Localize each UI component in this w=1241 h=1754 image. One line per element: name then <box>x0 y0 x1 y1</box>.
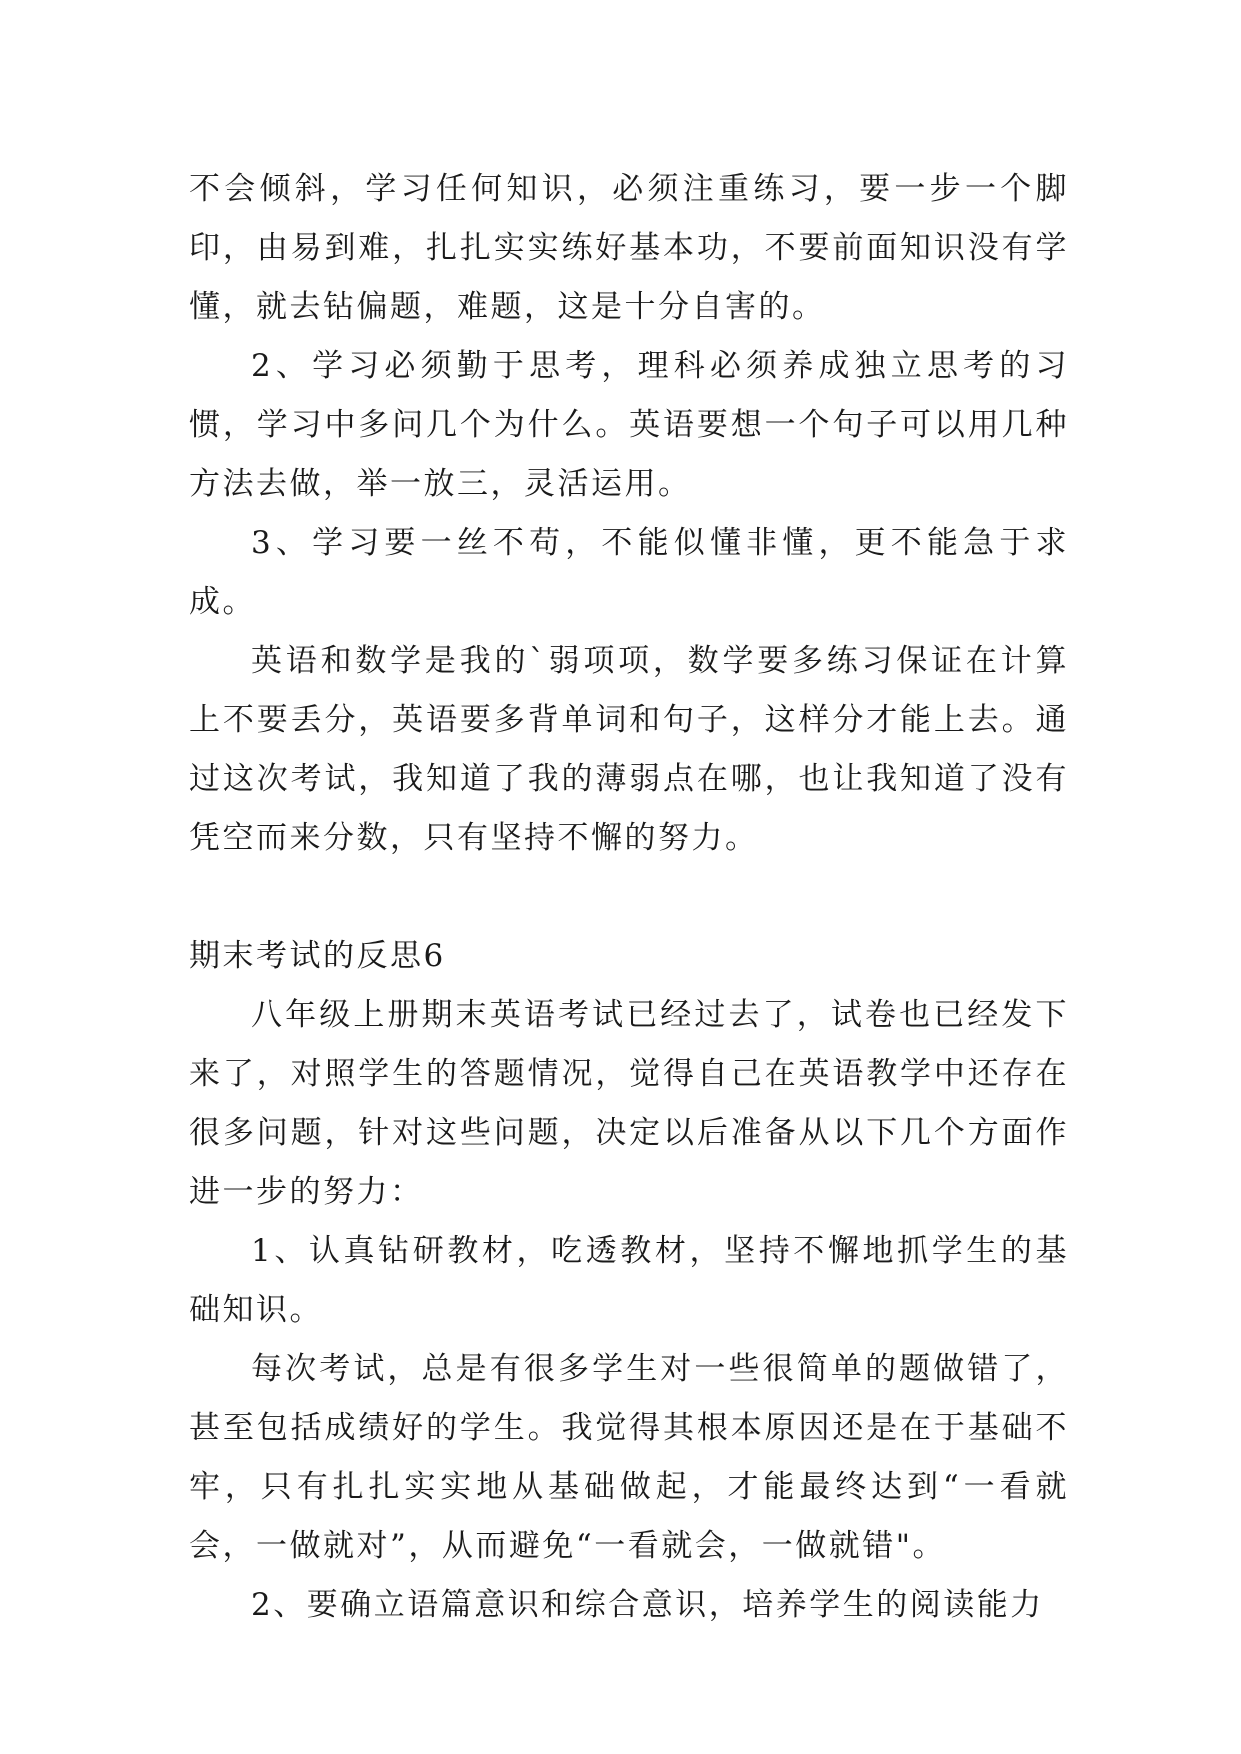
paragraph-weak-subjects: 英语和数学是我的`弱项项，数学要多练习保证在计算上不要丢分，英语要多背单词和句子，这样分才能上去。通过这次考试，我知道了我的薄弱点在哪，也让我知道了没有凭空而来分数，只有坚持不懈的努力。 <box>189 643 1069 856</box>
paragraph-each-exam: 每次考试，总是有很多学生对一些很简单的题做错了，甚至包括成绩好的学生。我觉得其根本原因还是在于基础不牢，只有扎扎实实地从基础做起，才能最终达到“一看就会，一做就对”，从而避免“一看就会，一做就错"。 <box>189 1351 1069 1564</box>
section-gap <box>189 868 1069 927</box>
paragraph-point-2: 2、学习必须勤于思考，理科必须养成独立思考的习惯，学习中多问几个为什么。英语要想一个句子可以用几种方法去做，举一放三，灵活运用。 <box>189 348 1069 502</box>
section-title: 期末考试的反思6 <box>189 938 446 974</box>
document-body <box>189 160 1069 1635</box>
paragraph-intro: 八年级上册期末英语考试已经过去了，试卷也已经发下来了，对照学生的答题情况，觉得自己在英语教学中还存在很多问题，针对这些问题，决定以后准备从以下几个方面作进一步的努力： <box>189 997 1069 1210</box>
paragraph-point-3: 3、学习要一丝不苟，不能似懂非懂，更不能急于求成。 <box>189 525 1069 620</box>
paragraph-point-2-reading: 2、要确立语篇意识和综合意识，培养学生的阅读能力 <box>251 1587 1044 1623</box>
paragraph-continued: 不会倾斜，学习任何知识，必须注重练习，要一步一个脚印，由易到难，扎扎实实练好基本功，不要前面知识没有学懂，就去钻偏题，难题，这是十分自害的。 <box>189 171 1069 325</box>
paragraph-point-1: 1、认真钻研教材，吃透教材，坚持不懈地抓学生的基础知识。 <box>189 1233 1069 1328</box>
